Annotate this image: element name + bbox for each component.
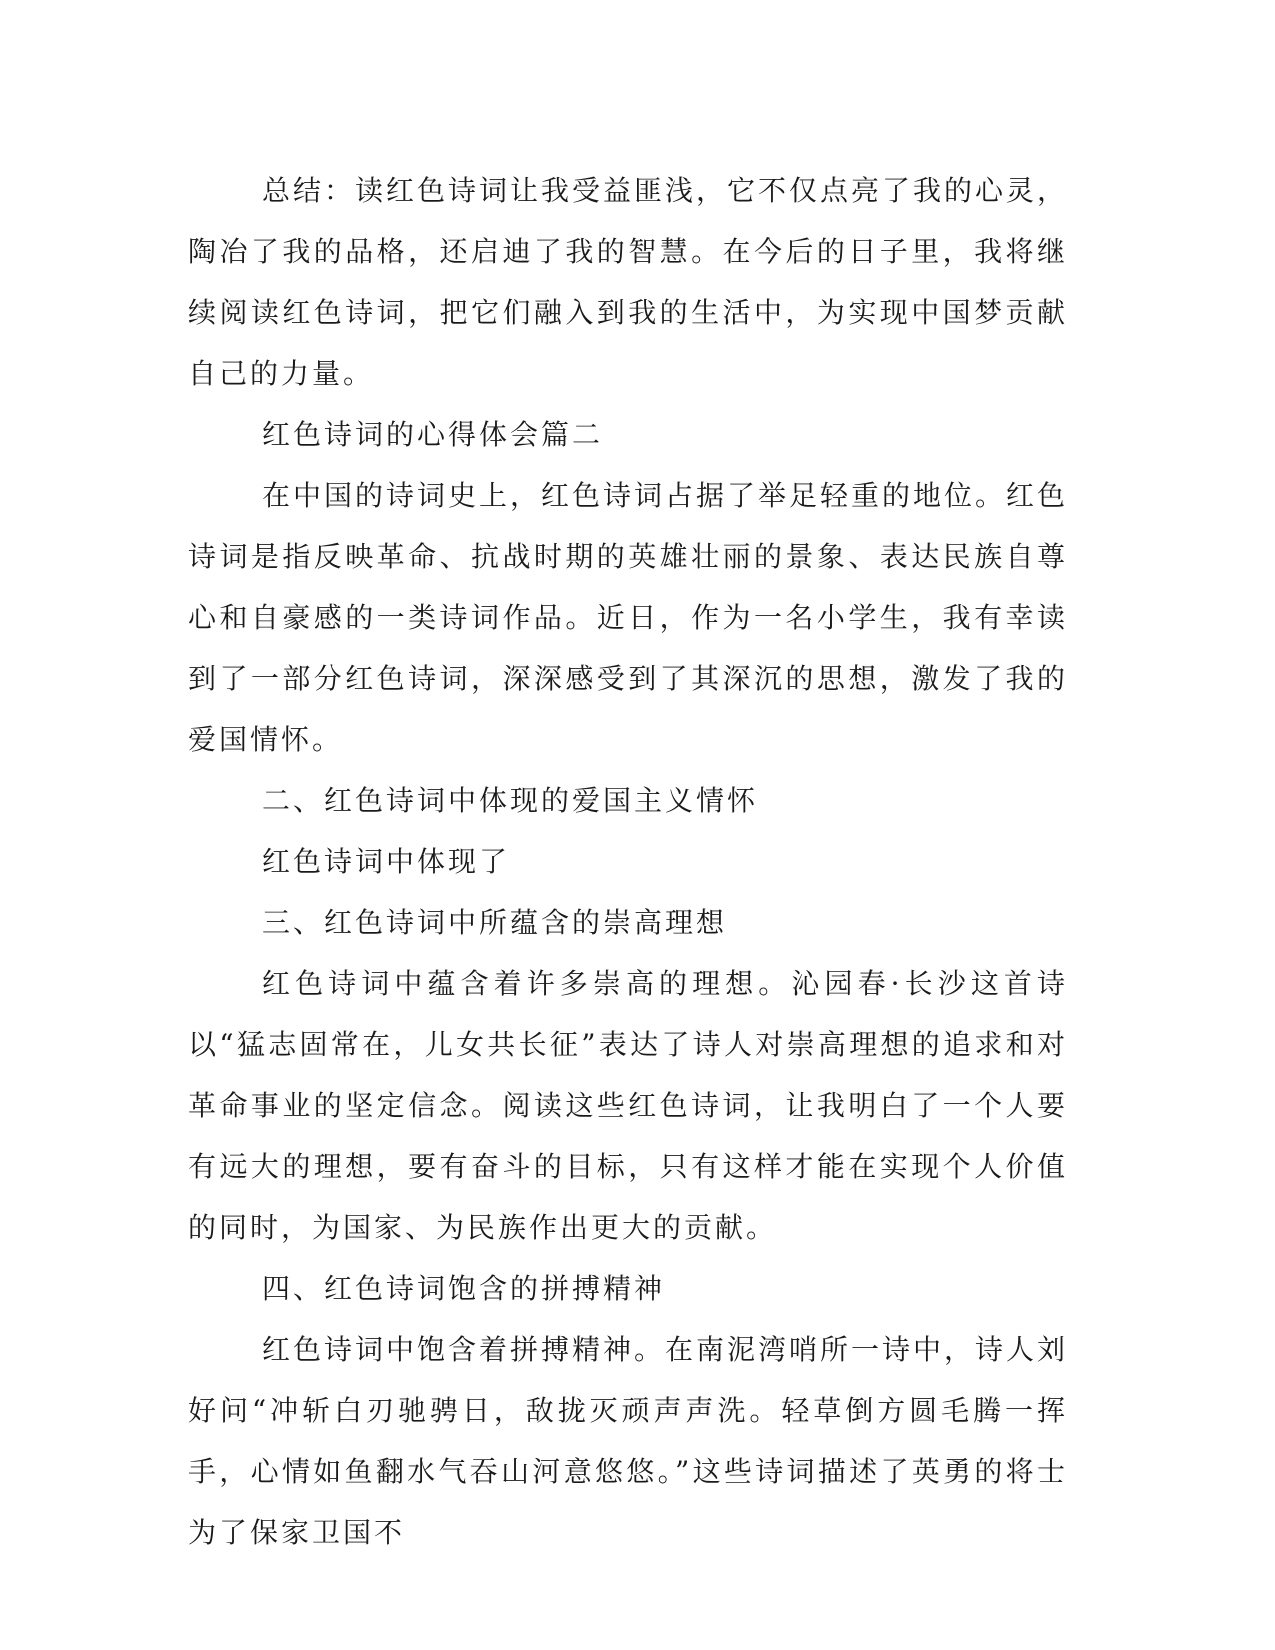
article-title: 红色诗词的心得体会篇二 [262, 418, 604, 451]
struggle-paragraph: 红色诗词中饱含着拼搏精神。在南泥湾哨所一诗中，诗人刘好问“冲斩白刃驰骋日，敌拢灭顽声声洗。轻草倒方圆毛腾一挥手，心情如鱼翻水气吞山河意悠悠。”这些诗词描述了英勇的将士为了保家卫国不 [188, 1333, 1069, 1549]
section-heading-struggle: 四、红色诗词饱含的拼搏精神 [262, 1272, 666, 1305]
ideals-paragraph: 红色诗词中蕴含着许多崇高的理想。沁园春·长沙这首诗以“猛志固常在，儿女共长征”表达了诗人对崇高理想的追求和对革命事业的坚定信念。阅读这些红色诗词，让我明白了一个人要有远大的理想，要有奋斗的目标，只有这样才能在实现个人价值的同时，为国家、为民族作出更大的贡献。 [188, 967, 1068, 1244]
section-heading-patriotism: 二、红色诗词中体现的爱国主义情怀 [262, 784, 759, 817]
section-heading-ideals: 三、红色诗词中所蕴含的崇高理想 [262, 906, 728, 939]
intro-paragraph: 在中国的诗词史上，红色诗词占据了举足轻重的地位。红色诗词是指反映革命、抗战时期的英雄壮丽的景象、表达民族自尊心和自豪感的一类诗词作品。近日，作为一名小学生，我有幸读到了一部分红色诗词，深深感受到了其深沉的思想，激发了我的爱国情怀。 [188, 479, 1069, 756]
summary-paragraph: 总结：读红色诗词让我受益匪浅，它不仅点亮了我的心灵，陶冶了我的品格，还启迪了我的智慧。在今后的日子里，我将继续阅读红色诗词，把它们融入到我的生活中，为实现中国梦贡献自己的力量。 [188, 174, 1069, 390]
patriotism-paragraph: 红色诗词中体现了 [262, 845, 511, 878]
document-body [188, 160, 1068, 1563]
